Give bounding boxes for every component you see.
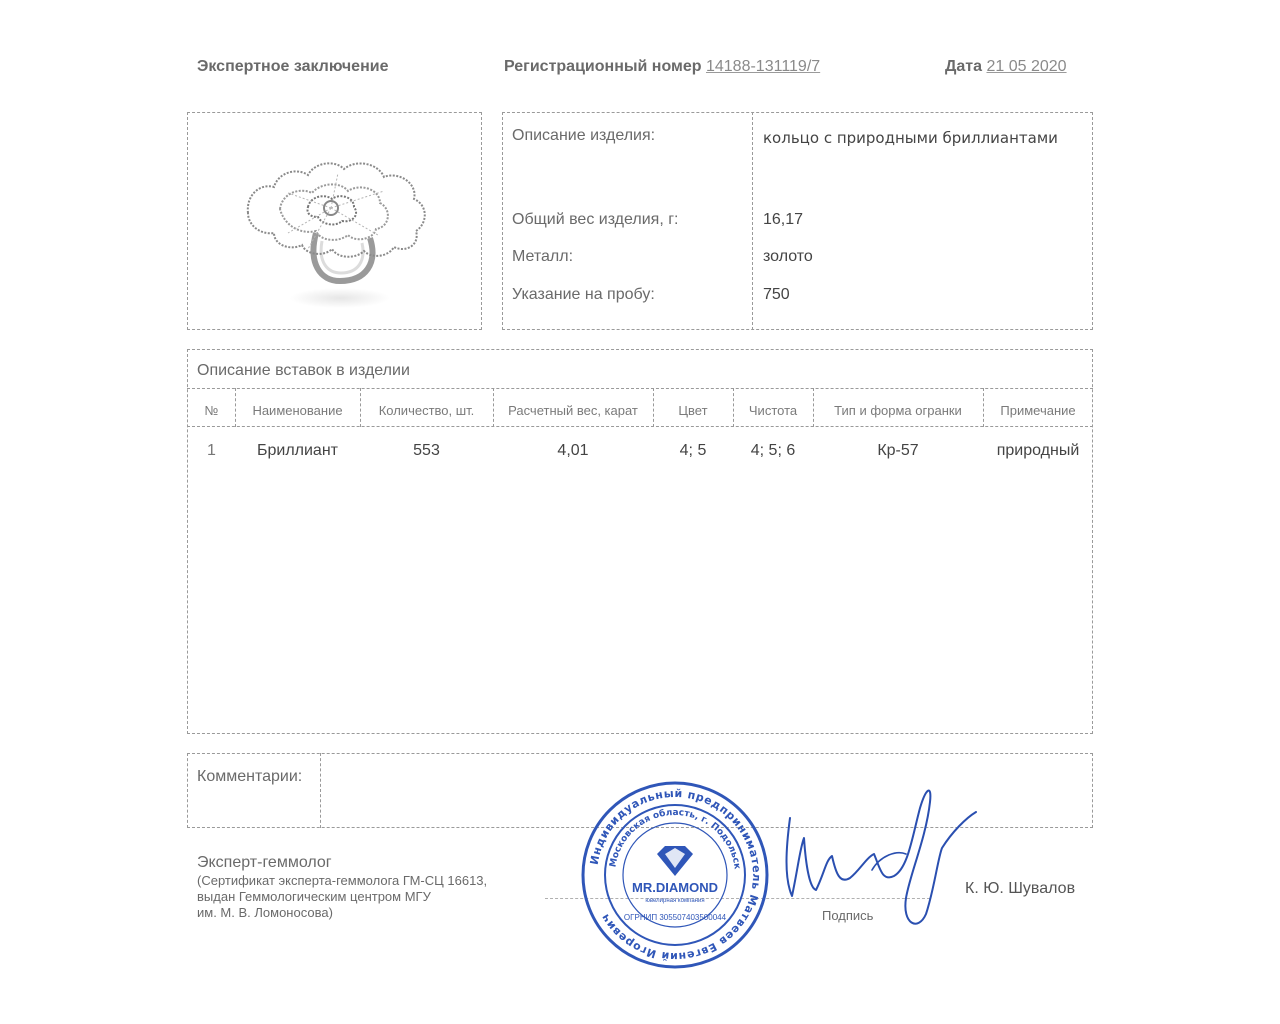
svg-text:Индивидуальный предприниматель: Индивидуальный предприниматель Матвеев Евгений Игоревич: [587, 786, 764, 964]
cell-clarity: 4; 5; 6: [750, 442, 796, 459]
cell-number: 1: [207, 442, 216, 459]
inserts-title: Описание вставок в изделии: [197, 362, 410, 379]
col-header-clarity: Чистота: [748, 403, 798, 418]
weight-value: 16,17: [763, 211, 804, 228]
metal-label: Металл:: [512, 248, 574, 265]
registration-label: Регистрационный номер: [504, 58, 702, 75]
col-header-note: Примечание: [1000, 403, 1076, 418]
signature-scribble: [770, 778, 985, 938]
col-header-color: Цвет: [678, 403, 708, 418]
company-stamp: [580, 780, 770, 970]
stamp-seal: [580, 780, 770, 970]
certificate-line-2: выдан Геммологическим центром МГУ: [197, 889, 431, 904]
comments-label: Комментарии:: [197, 768, 303, 785]
col-header-name: Наименование: [252, 403, 343, 418]
info-divider: [752, 112, 753, 330]
col-header-quantity: Количество, шт.: [378, 403, 475, 418]
svg-text:MR.DIAMOND: MR.DIAMOND: [632, 880, 718, 895]
certificate-line-1: (Сертификат эксперта-геммолога ГМ-СЦ 16613,: [197, 873, 488, 888]
inserts-box: [187, 349, 1093, 734]
col-header-number: №: [204, 403, 219, 418]
probe-value: 750: [763, 286, 790, 303]
expert-title: Эксперт-геммолог: [197, 854, 332, 871]
cell-color: 4; 5: [679, 442, 707, 459]
ring-photo: [188, 113, 481, 329]
col-header-weight: Расчетный вес, карат: [508, 403, 638, 418]
weight-label: Общий вес изделия, г:: [512, 211, 679, 228]
col-header-cut: Тип и форма огранки: [834, 403, 962, 418]
cell-name: Бриллиант: [256, 442, 338, 459]
metal-value: золото: [763, 248, 813, 265]
cell-weight: 4,01: [557, 442, 589, 459]
expert-certificate: [197, 873, 487, 921]
certificate-line-3: им. М. В. Ломоносова): [197, 905, 333, 920]
comments-divider: [320, 753, 321, 828]
expert-name: К. Ю. Шувалов: [965, 880, 1076, 897]
svg-text:ювелирная компания: ювелирная компания: [645, 898, 705, 904]
svg-text:ОГРНИП 305507403500044: ОГРНИП 305507403500044: [623, 913, 727, 922]
description-label: Описание изделия:: [512, 127, 656, 144]
cell-cut: Кр-57: [877, 442, 919, 459]
document-title: Экспертное заключение: [197, 58, 389, 75]
signature-label: Подпись: [822, 908, 874, 923]
item-photo-box: [187, 112, 482, 330]
cell-quantity: 553: [413, 442, 440, 459]
probe-label: Указание на пробу:: [512, 286, 655, 303]
registration-value: 14188-131119/7: [705, 58, 821, 75]
svg-text:Московская область, г. Подольс: Московская область, г. Подольск: [608, 807, 742, 870]
item-info-box: [502, 112, 1093, 330]
cell-note: природный: [996, 442, 1080, 459]
registration-number: [504, 58, 820, 76]
date-value: 21 05 2020: [986, 58, 1067, 75]
date-label: Дата: [945, 58, 983, 75]
description-value: кольцо с природными бриллиантами: [763, 129, 1058, 147]
date: [945, 58, 1067, 76]
handwritten-signature: [770, 778, 985, 938]
